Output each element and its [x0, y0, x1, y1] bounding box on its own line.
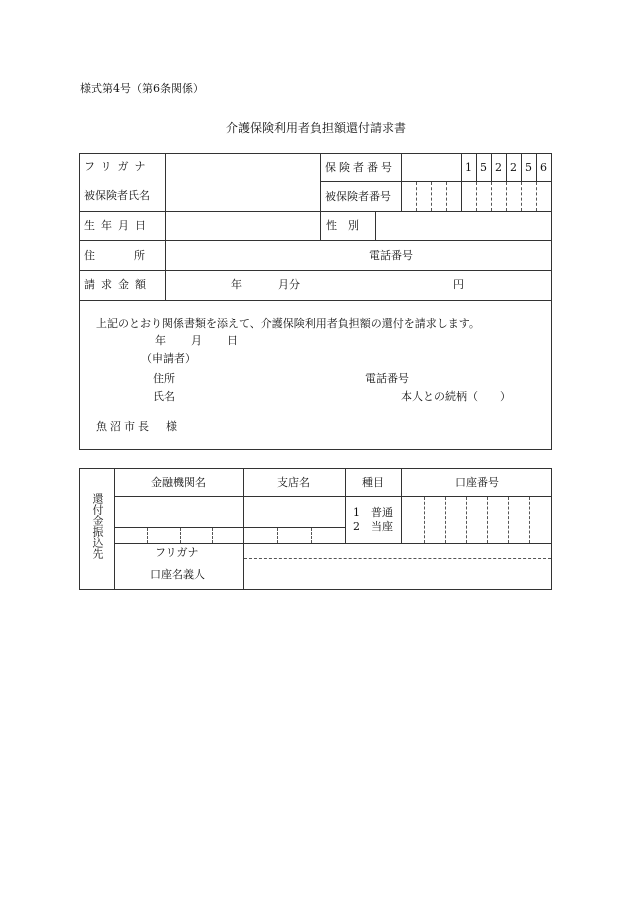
applicant-name-label: 氏名 [153, 390, 175, 403]
insurer-number-label: 保険者番号 [325, 161, 395, 174]
institution-label: 金融機関名 [151, 476, 206, 489]
address-label: 住 所 [84, 249, 159, 262]
holder-furigana-label: フリガナ [155, 546, 199, 559]
furigana-label: フリガナ [84, 160, 152, 173]
insurer-digit: 1 [465, 161, 472, 174]
amount-month-unit: 月分 [278, 278, 300, 291]
row-divider [79, 211, 552, 212]
branch-label: 支店名 [277, 476, 310, 489]
insured-name-label: 被保険者氏名 [84, 189, 150, 202]
applicant-phone-label: 電話番号 [365, 372, 409, 385]
phone-label: 電話番号 [369, 249, 413, 262]
applicant-address-label: 住所 [153, 372, 175, 385]
addressee: 魚沼市長 様 [96, 420, 180, 433]
bank-section-label: 還付金振込先 [91, 493, 104, 559]
insurer-digit: 5 [480, 161, 487, 174]
insurer-digit: 2 [495, 161, 502, 174]
insurer-digit: 6 [540, 161, 547, 174]
relation-label: 本人との続柄（ ） [401, 390, 511, 403]
applicant-label: （申請者） [141, 352, 196, 365]
date-day: 日 [227, 334, 238, 347]
birth-date-label: 生年月日 [84, 219, 152, 232]
type-label: 種目 [362, 476, 384, 489]
date-year: 年 [155, 334, 166, 347]
claim-amount-label: 請求金額 [84, 278, 152, 291]
sex-label: 性 別 [326, 219, 359, 232]
insurer-digit: 2 [510, 161, 517, 174]
form-number: 様式第4号（第6条関係） [80, 82, 204, 95]
account-number-label: 口座番号 [455, 476, 499, 489]
page-title: 介護保険利用者負担額還付請求書 [226, 121, 407, 135]
type-option-current: 2 当座 [353, 520, 393, 533]
request-statement: 上記のとおり関係書類を添えて、介護保険利用者負担額の還付を請求します。 [96, 317, 480, 330]
type-option-ordinary: 1 普通 [353, 506, 393, 519]
insurer-digit: 5 [525, 161, 532, 174]
account-holder-label: 口座名義人 [150, 568, 205, 581]
amount-year-unit: 年 [231, 278, 242, 291]
date-month: 月 [191, 334, 202, 347]
amount-yen-unit: 円 [453, 278, 464, 291]
insured-number-label: 被保険者番号 [325, 190, 391, 203]
